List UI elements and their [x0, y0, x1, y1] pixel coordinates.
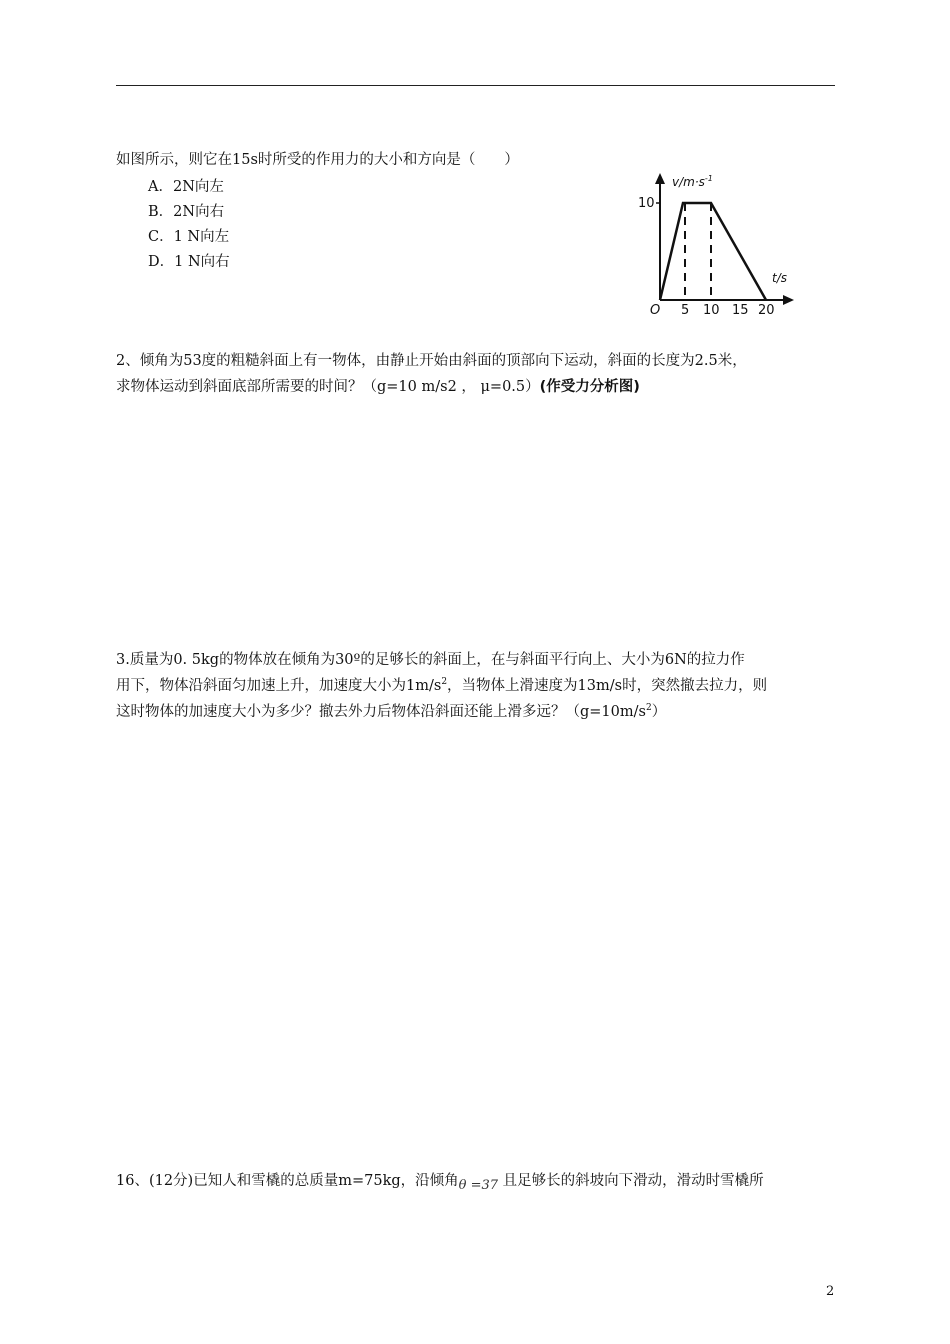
question-1-intro: 如图所示，则它在15s时所受的作用力的大小和方向是（ ）	[116, 152, 519, 168]
page-number: 2	[826, 1284, 835, 1299]
question-3-line-1: 3.质量为0. 5kg的物体放在倾角为30º的足够长的斜面上，在与斜面平行向上、大小为6N的拉力作	[116, 652, 745, 668]
x-tick-label-10: 10	[703, 303, 720, 318]
x-tick-label-20: 20	[758, 303, 775, 318]
question-2-instruction: (作受力分析图)	[539, 379, 640, 395]
question-16-line-1: 16、(12分)已知人和雪橇的总质量m=75kg，沿倾角θ =37 且足够长的斜坡向下滑动，滑动时雪橇所	[116, 1173, 764, 1193]
y-axis-arrow	[655, 173, 665, 184]
question-2-text: 求物体运动到斜面底部所需要的时间？（g=10 m/s2 ， μ=0.5）	[116, 379, 540, 395]
origin-label: O	[650, 303, 661, 318]
question-3-line-3: 这时物体的加速度大小为多少？撤去外力后物体沿斜面还能上滑多远？$(g=10m/s^2)$	[116, 703, 667, 720]
option-d: D．1 N向右	[148, 254, 230, 270]
question-3-line-2: 用下，物体沿斜面匀加速上升，加速度大小为$1m/s^2$，当物体上滑速度为13m/s时，突然撤去拉力，则	[116, 677, 768, 694]
option-b: B．2N向右	[148, 204, 225, 220]
velocity-time-graph	[630, 170, 800, 320]
x-axis-label: t/s	[772, 271, 787, 285]
y-tick-label-10: 10	[638, 196, 655, 211]
velocity-line	[660, 203, 766, 300]
y-axis-label-exponent: -1	[704, 174, 713, 183]
x-axis-arrow	[783, 295, 794, 305]
x-tick-label-15: 15	[732, 303, 749, 318]
header-rule	[116, 85, 835, 86]
question-2-line-1: 2、倾角为53度的粗糙斜面上有一物体，由静止开始由斜面的顶部向下运动，斜面的长度为2.5米，	[116, 353, 747, 369]
y-axis-label: $v/m\cdot s^{-1}$	[672, 174, 713, 189]
question-2-line-2	[116, 378, 640, 396]
option-a: A．2N向左	[148, 179, 224, 195]
option-c: C．1 N向左	[148, 229, 230, 245]
x-tick-label-5: 5	[681, 303, 690, 318]
theta-symbol: θ =37	[458, 1178, 499, 1193]
